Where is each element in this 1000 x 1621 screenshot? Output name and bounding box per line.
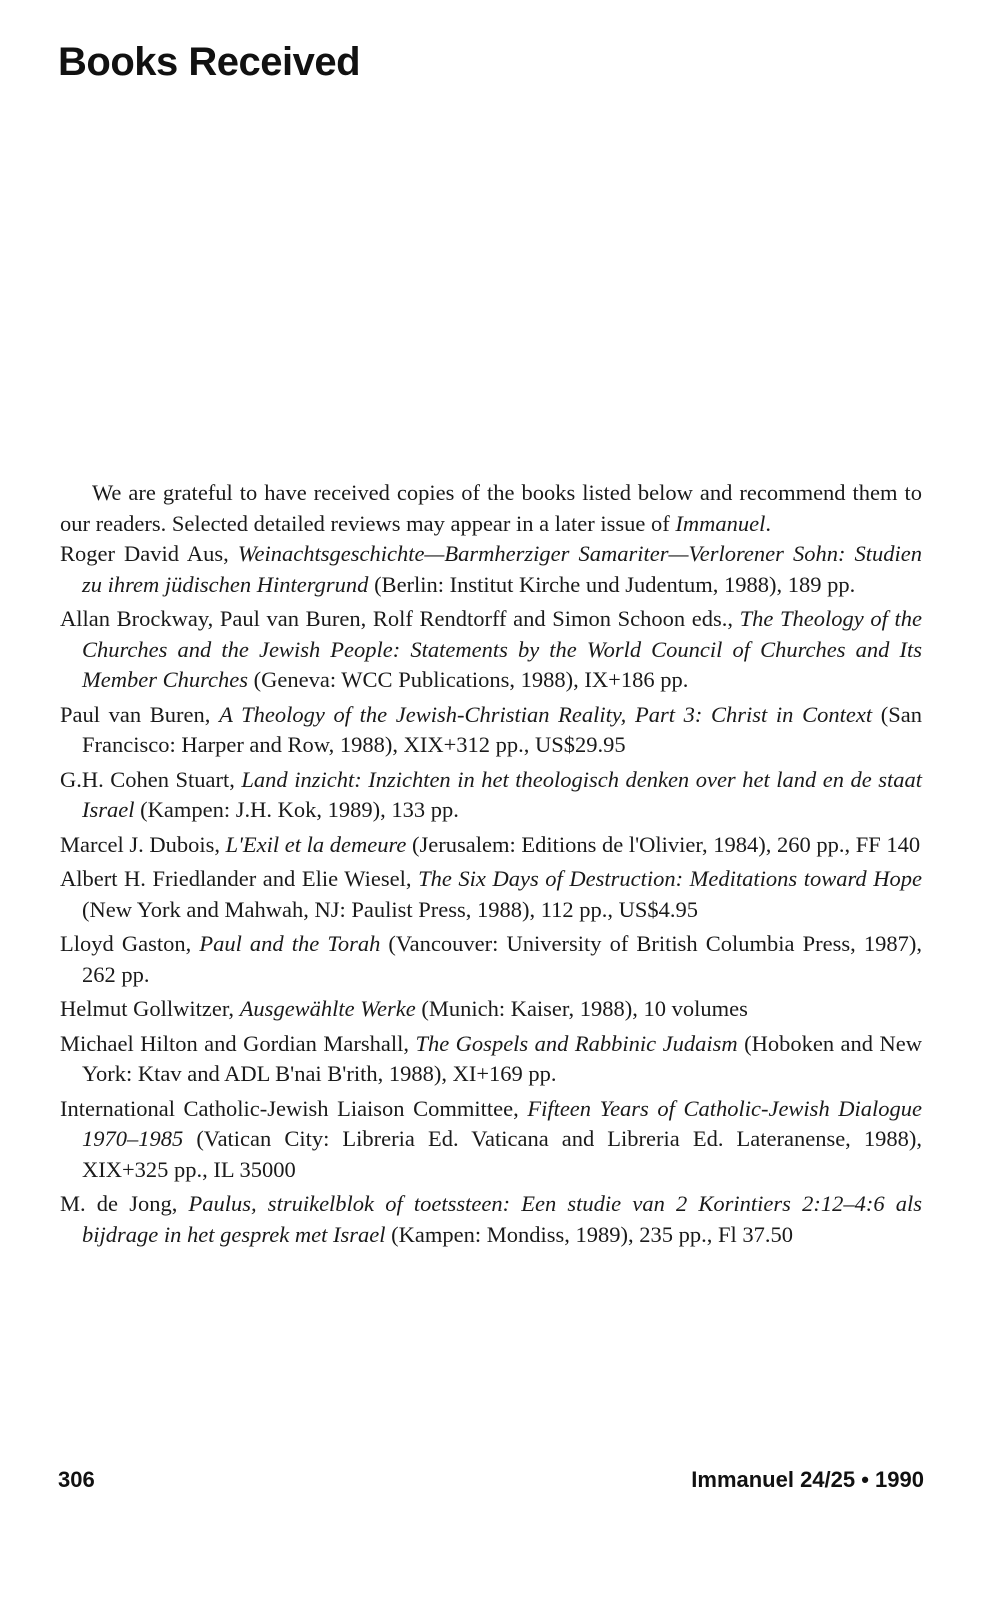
running-footer: Immanuel 24/25 • 1990 (691, 1467, 924, 1492)
book-author: Helmut Gollwitzer, (60, 996, 240, 1021)
page-number: 306 (58, 1467, 95, 1492)
book-details: (Hoboken and New York: Ktav and ADL B'nai B'rith, 1988), XI+169 pp. (82, 1030, 922, 1086)
book-details: (Jerusalem: Editions de l'Olivier, 1984), 260 pp., FF 140 (406, 831, 921, 857)
book-entry (60, 929, 922, 990)
journal-name: Immanuel (675, 510, 766, 536)
book-details: (Berlin: Institut Kirche und Judentum, 1988), 189 pp. (368, 571, 856, 597)
book-title: Ausgewählte Werke (239, 996, 416, 1021)
book-title: A Theology of the Jewish-Christian Reality, Part 3: Christ in Context (219, 701, 873, 727)
book-entry (60, 1029, 922, 1090)
book-details: (Munich: Kaiser, 1988), 10 volumes (415, 996, 748, 1021)
book-list (60, 539, 922, 1250)
book-details: (Kampen: Mondiss, 1989), 235 pp., Fl 37.50 (385, 1221, 793, 1247)
page-title: Books Received (58, 40, 361, 84)
book-entry (60, 765, 922, 826)
book-author: Lloyd Gaston, (60, 931, 200, 956)
book-details: (Geneva: WCC Publications, 1988), IX+186 pp. (248, 667, 689, 692)
book-author: G.H. Cohen Stuart, (60, 766, 242, 792)
book-details: (San Francisco: Harper and Row, 1988), XIX+312 pp., US$29.95 (82, 701, 922, 757)
book-entry (60, 700, 922, 761)
book-entry (60, 830, 922, 861)
book-author: Allan Brockway, Paul van Buren, Rolf Rendtorff and Simon Schoon eds., (60, 606, 740, 631)
book-author: Roger David Aus, (60, 541, 238, 566)
book-details: (Vatican City: Libreria Ed. Vaticana and Libreria Ed. Lateranense, 1988), XIX+325 pp., IL 35000 (82, 1126, 922, 1182)
book-author: Paul van Buren, (60, 701, 220, 727)
book-title: Fifteen Years of Catholic-Jewish Dialogue 1970–1985 (82, 1095, 923, 1151)
book-entry (60, 539, 922, 600)
book-entry (60, 994, 922, 1025)
book-author: Albert H. Friedlander and Elie Wiesel, (60, 866, 419, 891)
book-details: (Vancouver: University of British Columbia Press, 1987), 262 pp. (82, 931, 922, 987)
book-details: (New York and Mahwah, NJ: Paulist Press, 1988), 112 pp., US$4.95 (82, 896, 699, 922)
book-title: Land inzicht: Inzichten in het theologisch denken over het land en de staat Israel (82, 766, 922, 822)
intro-text: We are grateful to have received copies of the books listed below and recommend them to our readers. Selected detailed reviews may appear in a later issue of (60, 480, 922, 536)
page-body (60, 478, 922, 1254)
book-author: M. de Jong, (60, 1191, 189, 1216)
intro-end: . (765, 510, 771, 536)
book-author: Marcel J. Dubois, (60, 831, 226, 857)
book-entry (60, 1189, 922, 1250)
book-details: (Kampen: J.H. Kok, 1989), 133 pp. (134, 797, 459, 822)
intro-paragraph (60, 478, 922, 539)
book-entry (60, 604, 922, 696)
book-entry (60, 1094, 922, 1186)
book-title: The Gospels and Rabbinic Judaism (415, 1030, 738, 1056)
book-title: Paul and the Torah (199, 931, 381, 956)
book-author: International Catholic-Jewish Liaison Committee, (60, 1095, 528, 1121)
book-title: The Six Days of Destruction: Meditations toward Hope (418, 866, 922, 891)
book-title: Weinachtsgeschichte—Barmherziger Samariter—Verlorener Sohn: Studien zu ihrem jüdischen Hintergrund (82, 541, 922, 597)
book-author: Michael Hilton and Gordian Marshall, (60, 1030, 416, 1056)
book-entry (60, 864, 922, 925)
book-title: L'Exil et la demeure (225, 831, 407, 857)
book-title: The Theology of the Churches and the Jewish People: Statements by the World Council of Churches and Its Member Churches (82, 606, 922, 692)
book-title: Paulus, struikelblok of toetssteen: Een studie van 2 Korintiers 2:12–4:6 als bijdrage in het gesprek met Israel (82, 1191, 923, 1247)
